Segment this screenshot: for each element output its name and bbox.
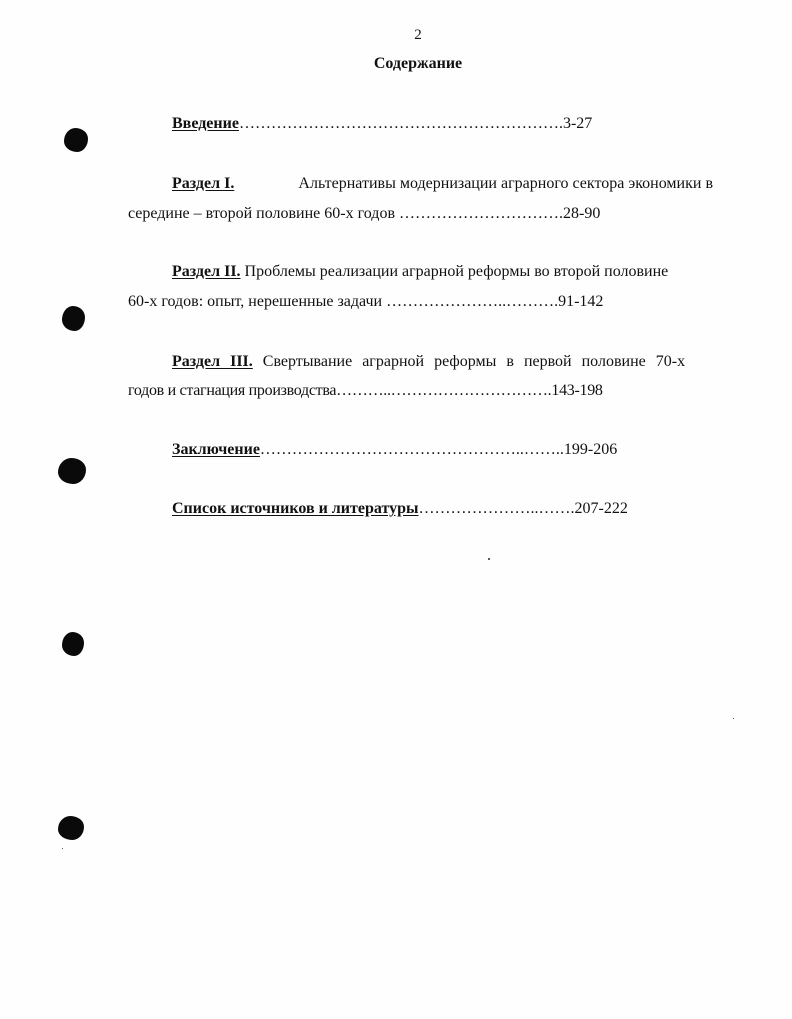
- toc-leader-dots: …………………..…….: [418, 500, 575, 517]
- toc-entry-label: Введение: [172, 115, 239, 132]
- toc-entry-text: Свертывание аграрной реформы в первой половине 70-х: [252, 353, 686, 370]
- toc-leader-dots: …………………………………………..……..: [259, 441, 564, 458]
- toc-entry-label: Раздел I.: [172, 175, 235, 192]
- toc-entry-section1[interactable]: [172, 175, 713, 193]
- page-number: 2: [414, 27, 422, 43]
- toc-entry-section2[interactable]: [172, 263, 713, 281]
- toc-page-range: 3-27: [562, 115, 593, 132]
- toc-entry-text: середине – второй половине 60-х годов ………………………….: [128, 205, 563, 222]
- toc-entry-conclusion[interactable]: [172, 441, 617, 459]
- toc-entry-label: Заключение: [172, 441, 260, 458]
- toc-entry-sources[interactable]: [172, 500, 628, 518]
- scan-speck: [733, 718, 734, 719]
- toc-page-range: 207-222: [574, 500, 628, 517]
- toc-entry-text: Альтернативы модернизации аграрного сектора экономики в: [298, 175, 713, 192]
- punch-hole-3: [58, 458, 86, 484]
- toc-entry-text: годов и стагнация производства………..………………………….: [128, 382, 552, 399]
- toc-entry-section3[interactable]: [172, 353, 713, 371]
- punch-hole-1: [64, 128, 88, 152]
- scan-speck: [62, 848, 63, 849]
- toc-entry-text: Проблемы реализации аграрной реформы во второй половине: [240, 263, 669, 280]
- toc-entry-section1-line2[interactable]: [128, 205, 600, 223]
- punch-hole-4: [62, 632, 84, 656]
- toc-entry-intro[interactable]: [172, 115, 592, 133]
- toc-page-range: 91-142: [558, 293, 604, 310]
- toc-entry-section2-line2[interactable]: [128, 293, 603, 311]
- toc-page-range: 28-90: [563, 205, 601, 222]
- toc-entry-label: Список источников и литературы: [172, 500, 419, 517]
- toc-page-range: 143-198: [551, 382, 603, 399]
- toc-entry-label: Раздел II.: [172, 263, 241, 280]
- page-title: Содержание: [373, 55, 463, 72]
- toc-page-range: 199-206: [563, 441, 618, 458]
- scan-speck: [488, 558, 490, 560]
- toc-entry-section3-line2[interactable]: [128, 382, 603, 400]
- punch-hole-2: [62, 306, 85, 331]
- punch-hole-5: [58, 816, 84, 840]
- toc-entry-label: Раздел III.: [172, 353, 253, 370]
- toc-leader-dots: …………………………………………………….: [238, 115, 563, 132]
- toc-entry-text: 60-х годов: опыт, нерешенные задачи …………………..……….: [128, 293, 559, 310]
